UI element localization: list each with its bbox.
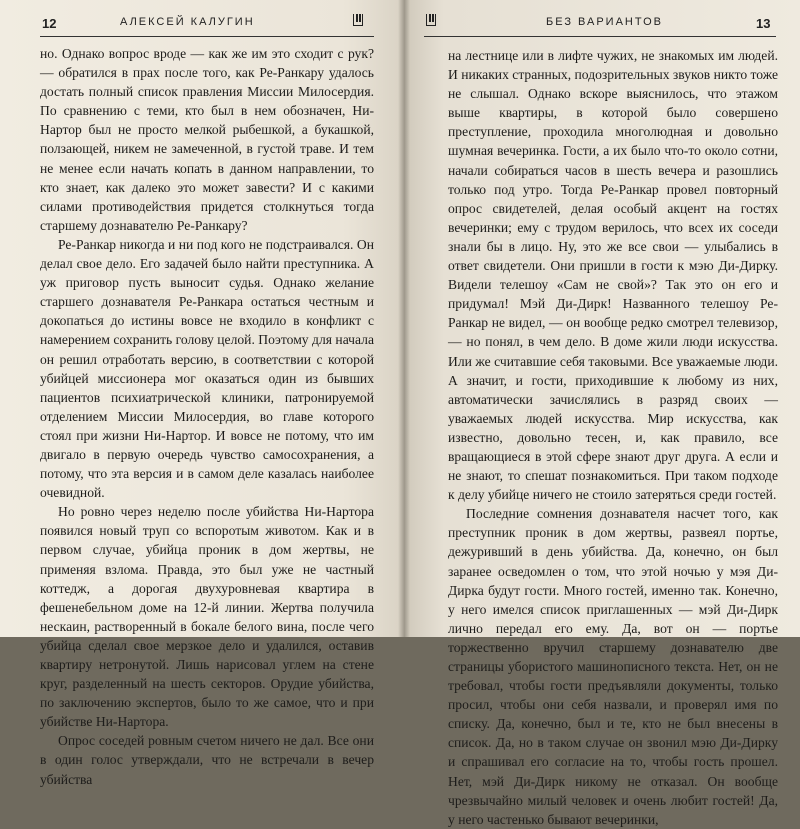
right-body-text xyxy=(448,46,778,829)
right-page-number: 13 xyxy=(756,16,771,31)
paragraph: Опрос соседей ровным счетом ничего не дал. Все они в один голос утверждали, что не встречали в вечер убийства xyxy=(40,733,374,787)
left-header-rule xyxy=(40,36,374,37)
left-body-text xyxy=(40,44,374,789)
paragraph: Последние сомнения дознавателя насчет того, как преступник проник в дом жертвы, развеял портье, дежуривший в день убийства. Да, конечно, он был заранее осведомлен о том, что этой ночью у мэя Ди-Дирка будут гости. Много гостей, именно так. Конечно, у него имелся список приглашенных — мэй Ди-Дирк лично передал его ему. Да, вот он — портье торжественно вручил старшему дознавателю две страницы убористого машинописного текста. Нет, он не требовал, чтобы гости предъявляли документы, только просил, чтобы они себя назвали, и проверял имя по списку. Да, конечно, был и те, кто не был внесены в список. Да, но в таком случае он звонил мэю Ди-Дирку и спрашивал его согласие на то, чтобы гость прошел. Нет, мэй Ди-Дирк никому не отказал. Он вообще чрезвычайно милый человек и очень любит гостей! Да, у него частенько бывают вечеринки, xyxy=(448,506,778,827)
paragraph: на лестнице или в лифте чужих, не знакомых им людей. И никаких странных, подозрительных звуков никто тоже не слышал. Однако вскоре выяснилось, что этажом выше квартиры, в которой было совершено преступление, проходила многолюдная и довольно шумная вечеринка. Гости, а их было что-то около сотни, начали собираться часов в шесть вечера и разошлись только под утро. Тогда Ре-Ранкар провел повторный опрос свидетелей, делая особый акцент на гостях вечеринки; ему с трудом верилось, что всех их соседи знали бы в лицо. Ну, это же все свои — улыбались в ответ свидетели. Они пришли в гости к мэю Ди-Дирку. Видели телешоу «Сам не свой»? Так это он его и придумал! Мэй Ди-Дирк! Названного телешоу Ре-Ранкар не видел, — он вообще редко смотрел телевизор, — но понял, в чем дело. В доме жили люди искусства. Или же считавшие себя таковыми. Все уважаемые люди. А значит, и гости, приходившие к любому из них, автоматически зачислялись в разряд своих — уважаемых людей искусства. Мир искусства, как известно, довольно тесен, и, как правило, все вращающиеся в этой сфере знают друг друга. А если и не знают, то спешат познакомиться. При таком подходе к делу убийце ничего не стоило затеряться среди гостей. xyxy=(448,48,778,503)
paragraph: Ре-Ранкар никогда и ни под кого не подстраивался. Он делал свое дело. Его задачей было найти преступника. А уж приговор пусть выносит судья. Однако желание старшего дознавателя Ре-Ранкара остаться честным и докопаться до истины вовсе не входило в конфликт с намерением сохранить голову целой. Поэтому для начала он решил отработать версию, в соответствии с которой убийцей миссионера мог оказаться один из бывших пациентов психиатрической клиники, патронируемой отделением Миссии Милосердия, во главе которого стоял при жизни Ни-Нартор. И вовсе не потому, что им двигало в первую очередь чувство самосохранения, а потому, что эта версия и в самом деле казалась наиболее очевидной. xyxy=(40,236,374,501)
left-page xyxy=(0,0,404,787)
left-running-head: АЛЕКСЕЙ КАЛУГИН xyxy=(120,16,255,28)
paragraph: но. Однако вопрос вроде — как же им это сходит с рук? — обратился в прах после того, как Ре-Ранкару удалось достать полный список правления Миссии Милосердия. По сравнению с теми, кто был в нем обозначен, Ни-Нартор был не просто мелкой рыбешкой, а букашкой, ползающей, никем не замеченной, в густой траве. И тем не менее если начать копать в данном направлении, то кто знает, как далеко это может завести? И с какими силами противодействия придется столкнуться тогда старшему дознавателю Ре-Ранкару? xyxy=(40,46,374,233)
publisher-logo-icon xyxy=(426,14,436,26)
left-page-number: 12 xyxy=(42,16,57,31)
publisher-logo-icon xyxy=(353,14,363,26)
right-header-rule xyxy=(424,36,776,37)
right-running-head: БЕЗ ВАРИАНТОВ xyxy=(546,16,663,28)
paragraph: Но ровно через неделю после убийства Ни-Нартора появился новый труп со вспоротым животом. Как и в первом случае, убийца проник в дом жертвы, не применяя взлома. Правда, это был уже не частный коттедж, а дорогая двухуровневая квартира в фешенебельном доме на 12-й линии. Жертва получила нескаин, растворенный в бокале белого вина, после чего убийца сделал свое мерзкое дело и удалился, оставив квартиру нетронутой. Лишь нарисовал углем на стене круг, разделенный на шесть секторов. Орудие убийства, по заключению экспертов, было то же самое, что и при убийстве Ни-Нартора. xyxy=(40,504,374,730)
right-page xyxy=(404,0,800,827)
book-gutter xyxy=(398,0,410,637)
